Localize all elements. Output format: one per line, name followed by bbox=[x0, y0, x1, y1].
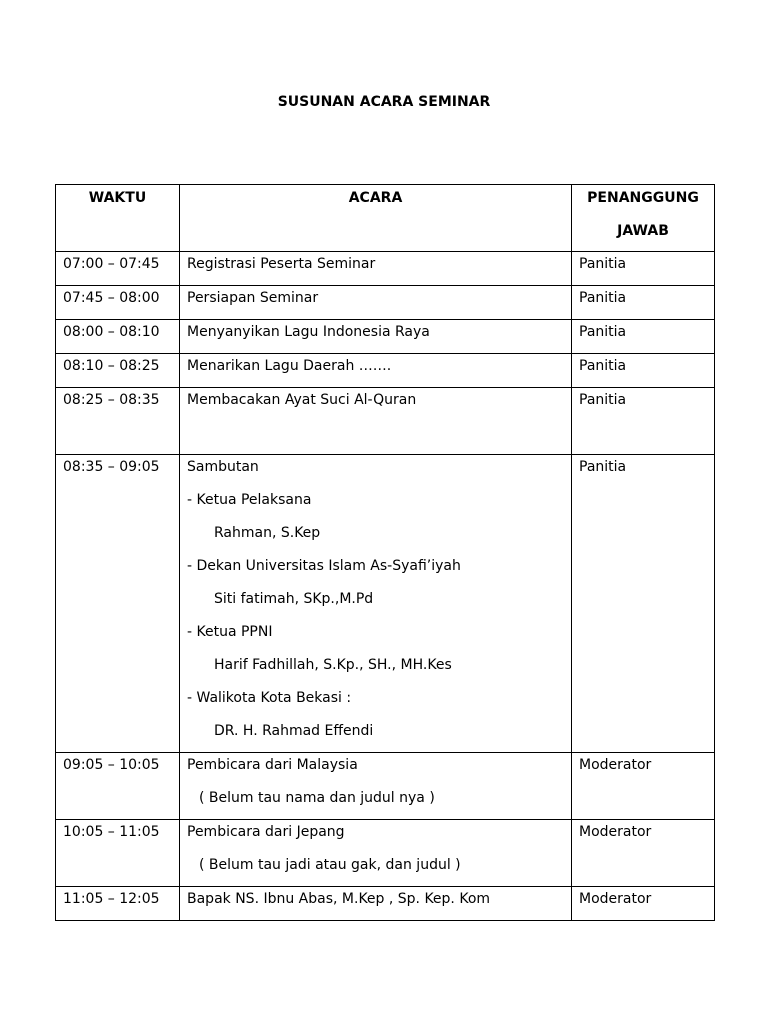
header-penanggung-jawab: PENANGGUNG JAWAB bbox=[572, 185, 715, 252]
acara-cell: Pembicara dari Jepang ( Belum tau jadi atau gak, dan judul ) bbox=[180, 820, 572, 887]
acara-cell: Menarikan Lagu Daerah ……. bbox=[180, 354, 572, 388]
penanggung-jawab-cell: Moderator bbox=[572, 820, 715, 887]
time-cell: 08:00 – 08:10 bbox=[56, 320, 180, 354]
table-row bbox=[56, 455, 715, 753]
table-row bbox=[56, 820, 715, 887]
time-cell: 08:25 – 08:35 bbox=[56, 388, 180, 455]
table-row bbox=[56, 286, 715, 320]
time-cell: 07:00 – 07:45 bbox=[56, 252, 180, 286]
acara-cell: Membacakan Ayat Suci Al-Quran bbox=[180, 388, 572, 455]
header-waktu: WAKTU bbox=[56, 185, 180, 252]
penanggung-jawab-cell: Moderator bbox=[572, 887, 715, 921]
penanggung-jawab-cell: Panitia bbox=[572, 286, 715, 320]
document-title: SUSUNAN ACARA SEMINAR bbox=[277, 94, 491, 110]
acara-cell: Pembicara dari Malaysia ( Belum tau nama dan judul nya ) bbox=[180, 753, 572, 820]
acara-cell: Sambutan - Ketua Pelaksana Rahman, S.Kep - Dekan Universitas Islam As-Syafi’iyah Siti fatimah, SKp.,M.Pd - Ketua PPNI Harif Fadhillah, S.Kp., SH., MH.Kes - Walikota Kota Bekasi : DR. H. Rahmad Effendi bbox=[180, 455, 572, 753]
acara-cell: Persiapan Seminar bbox=[180, 286, 572, 320]
acara-cell: Bapak NS. Ibnu Abas, M.Kep , Sp. Kep. Kom bbox=[180, 887, 572, 921]
penanggung-jawab-cell: Panitia bbox=[572, 455, 715, 753]
penanggung-jawab-cell: Moderator bbox=[572, 753, 715, 820]
table-row bbox=[56, 388, 715, 455]
time-cell: 08:35 – 09:05 bbox=[56, 455, 180, 753]
penanggung-jawab-cell: Panitia bbox=[572, 354, 715, 388]
penanggung-jawab-cell: Panitia bbox=[572, 388, 715, 455]
schedule-table bbox=[55, 184, 715, 921]
header-acara: ACARA bbox=[180, 185, 572, 252]
time-cell: 09:05 – 10:05 bbox=[56, 753, 180, 820]
table-row bbox=[56, 320, 715, 354]
time-cell: 11:05 – 12:05 bbox=[56, 887, 180, 921]
penanggung-jawab-cell: Panitia bbox=[572, 252, 715, 286]
table-row bbox=[56, 252, 715, 286]
table-header-row bbox=[56, 185, 715, 252]
penanggung-jawab-cell: Panitia bbox=[572, 320, 715, 354]
time-cell: 10:05 – 11:05 bbox=[56, 820, 180, 887]
acara-cell: Registrasi Peserta Seminar bbox=[180, 252, 572, 286]
time-cell: 08:10 – 08:25 bbox=[56, 354, 180, 388]
table-row bbox=[56, 753, 715, 820]
acara-cell: Menyanyikan Lagu Indonesia Raya bbox=[180, 320, 572, 354]
table-row bbox=[56, 887, 715, 921]
time-cell: 07:45 – 08:00 bbox=[56, 286, 180, 320]
table-row bbox=[56, 354, 715, 388]
